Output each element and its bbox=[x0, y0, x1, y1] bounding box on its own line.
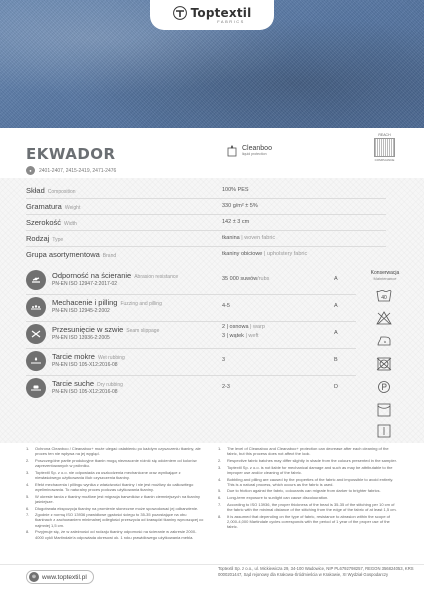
cleanboo-sub: liquid protection bbox=[242, 152, 267, 156]
note-text: Długotrwała ekspozycja tkaniny na promienie słoneczne może spowodować jej odbarwienie. bbox=[35, 505, 199, 511]
pilling-icon bbox=[26, 297, 46, 317]
resistance-name: Przesunięcie w szwie bbox=[52, 325, 124, 334]
resistance-norm: PN-EN ISO 12945-2:2002 bbox=[52, 308, 110, 314]
reach-badge bbox=[374, 133, 395, 161]
resistance-name: Mechacenie i pilling bbox=[52, 298, 118, 307]
resistance-value: 2 | osnowa bbox=[222, 324, 249, 330]
note-number: 7. bbox=[218, 501, 222, 507]
company-info: Toptextil Sp. z o.o., ul. Mickiewicza 29, 34-100 Wadowice, NIP PL6792798257, REGON 356824053, KRS 0000201447, Sąd rejonowy dla Krakowa-Śródmieścia w Krakowie, XI Wydział Gospodarczy bbox=[218, 566, 414, 577]
note-text: It is assumed that depending on the type of fabric, resistance to abrasion within the scope of 2,000-4,000 Martindale cycles corresponds with the period of 1 year of the proper use of the fabric. bbox=[227, 513, 390, 530]
spec-value-en: upholstery fabric bbox=[266, 251, 308, 257]
toptextil-logo-icon bbox=[173, 6, 187, 20]
resistance-name: Tarcie suche bbox=[52, 379, 95, 388]
resistance-divider bbox=[26, 294, 356, 295]
resistance-value: 3 bbox=[222, 357, 226, 363]
spec-label: Szerokość bbox=[26, 217, 62, 227]
spec-value: 100% PES bbox=[222, 187, 249, 193]
resistance-divider bbox=[26, 321, 356, 322]
spec-label-en: Brand bbox=[102, 252, 117, 259]
resistance-seam-slippage: Przesunięcie w szwie Seam slippage PN-EN ISO 13936-2:2005 2 | osnowa | warp 3 | wątek | weft A bbox=[26, 324, 356, 348]
wash-40-icon bbox=[376, 288, 392, 302]
note-text: Zgodnie z normą ISO 13936 prawidłowe gęstości ściegu to 35-35 pozostające na obu tkaninach z zachowaniem minimalnej odległości przeszycia od krawędzi tkaniny wynoszącej co najmniej 1,5 cm. bbox=[35, 512, 204, 528]
product-name: EKWADOR bbox=[26, 145, 116, 163]
note-number: 3. bbox=[218, 464, 222, 470]
note-number: 5. bbox=[218, 488, 222, 494]
resistance-value: 35 000 suwów bbox=[222, 276, 258, 282]
resistance-value-unit: warp bbox=[253, 324, 265, 330]
spec-type: Rodzaj Type tkanina | woven fabric bbox=[26, 233, 276, 243]
website-text: www.toptextil.pl bbox=[42, 573, 87, 581]
spec-value: 142 ± 3 cm bbox=[222, 219, 250, 225]
color-codes bbox=[26, 166, 116, 175]
resistance-value: 4-5 bbox=[222, 303, 230, 309]
spec-weight bbox=[26, 199, 406, 213]
spec-label: Rodzaj bbox=[26, 233, 50, 243]
resistance-name: Tarcie mokre bbox=[52, 352, 95, 361]
note-number: 6. bbox=[26, 505, 30, 511]
spec-brand: Grupa asortymentowa Brand tkaniny obiciowe | upholstery fabric bbox=[26, 249, 308, 259]
cleanboo-name: Cleanboo bbox=[242, 145, 272, 152]
resistance-divider bbox=[26, 348, 356, 349]
note-number: 6. bbox=[218, 495, 222, 501]
spec-value-en: woven fabric bbox=[244, 235, 276, 241]
note-text: Ochrona Cleanboo / Cleanaboo+ może ulegać osłabieniu po każdym czyszczeniu tkaniny, ale proces ten nie wpływa na jej wygląd. bbox=[35, 446, 201, 457]
flat-dry-icon bbox=[376, 424, 392, 438]
note-text: Bobbling and pilling are caused by the properties of the fabric and impossible to avoid entirely. This is a natural process, which occurs as the fabric is used. bbox=[227, 476, 394, 487]
resistance-abrasion bbox=[26, 270, 356, 294]
resistance-name: Odporność na ścieranie bbox=[52, 271, 132, 280]
note-number: 4. bbox=[26, 481, 30, 487]
note-text: According to ISO 13936, the proper thickness of the bead is 35-35 of the stitching per 10 cm of the fabric with the minimal distance of the stitching from the edge of the fabric of at least 1,5 cm. bbox=[227, 501, 397, 513]
spec-label: Skład bbox=[26, 185, 45, 195]
spec-value: tkaniny obiciowe bbox=[222, 251, 263, 257]
maintenance-title: Konserwacja bbox=[370, 270, 400, 276]
dry-rubbing-icon bbox=[26, 378, 46, 398]
spec-composition bbox=[26, 183, 406, 197]
spec-width bbox=[26, 215, 406, 229]
seam-slippage-icon bbox=[26, 324, 46, 344]
spec-label-en: Width bbox=[64, 220, 77, 227]
footer-divider bbox=[0, 564, 424, 565]
resistance-value2: 3 | wątek bbox=[222, 333, 244, 339]
note-number: 8. bbox=[26, 529, 30, 535]
note-number: 4. bbox=[218, 476, 222, 482]
note-text: Due to friction against the fabric, colourants can migrate from darker to brighter fabrics. bbox=[227, 488, 381, 494]
spec-label-en: Composition bbox=[47, 188, 76, 195]
note-number: 2. bbox=[26, 457, 30, 463]
spec-label-en: Weight bbox=[64, 204, 81, 211]
reach-label: REACH bbox=[378, 133, 391, 137]
notes-polish bbox=[26, 446, 204, 541]
note-text: W okresie tarcia z tkaniny możliwe jest migracja barwników z tkanin ciemniejszych na tkaniny jaśniejsze. bbox=[35, 493, 200, 504]
resistance-class: A bbox=[334, 276, 338, 282]
resistance-class: A bbox=[334, 330, 338, 336]
notes-english bbox=[218, 446, 398, 531]
note-text: Respective fabric batches may differ slightly in shade from the colours presented in the sampler. bbox=[227, 457, 397, 463]
note-text: Przyjmuje się, że w zależności od rodzaju tkaniny odporność na ścieranie w zakresie 2000-4000 cykli Martindale'a odpowiada okresowi ok. 1 roku prawidłowego użytkowania mebla. bbox=[35, 529, 197, 540]
resistance-name-en: Fuzzing and pilling bbox=[120, 301, 162, 307]
resistance-class: A bbox=[334, 303, 338, 309]
globe-icon: ⊕ bbox=[29, 572, 39, 582]
dry-clean-p-icon bbox=[376, 380, 392, 394]
reach-foot: COMPLIANCE bbox=[374, 158, 395, 162]
resistance-class: B bbox=[334, 357, 338, 363]
cleanboo-icon bbox=[226, 144, 238, 157]
iron-low-icon bbox=[376, 334, 392, 348]
maintenance-sub: Maintenance bbox=[373, 276, 397, 281]
resistance-pilling bbox=[26, 297, 356, 321]
spec-value: tkanina bbox=[222, 235, 240, 241]
resistance-name-en: Abrasion resistance bbox=[134, 274, 179, 280]
brand-tagline: FABRICS bbox=[217, 19, 245, 24]
spec-value: 330 g/m² ± 5% bbox=[222, 203, 258, 209]
note-number: 1. bbox=[218, 446, 222, 451]
note-number: 5. bbox=[26, 493, 30, 499]
note-text: Long-term exposure to sunlight can cause discolouration. bbox=[227, 495, 329, 501]
brand-logo bbox=[150, 0, 274, 30]
no-tumble-dry-icon bbox=[376, 357, 392, 371]
abrasion-icon bbox=[26, 270, 46, 290]
spec-label-en: Type bbox=[52, 236, 64, 243]
note-text: Toptextil Sp. z o.o. nie odpowiada za uszkodzenia mechaniczne oraz wynikające z niewłaściwego użytkowania i/lub czyszczenia tkaniny. bbox=[35, 469, 181, 481]
note-text: Poszczególne partie produkcyjne tkanin mogą nieznacznie różnić się odcieniem od kolorów zaprezentowanych w próbniku. bbox=[35, 457, 197, 469]
spec-label: Gramatura bbox=[26, 201, 62, 211]
note-text: The level of Cleanaboo and Cleanaboo+ protection can decrease after each cleaning of the fabric, but this process does not affect the look. bbox=[227, 446, 389, 457]
note-number: 3. bbox=[26, 469, 30, 475]
wet-rubbing-icon bbox=[26, 351, 46, 371]
maintenance-block bbox=[362, 270, 408, 281]
note-text: Efekt mechacenia i pillingu wynika z właściwości tkaniny i nie jest możliwy do całkowitego wyeliminowania. To naturalny proces podczas użytkowania tkaniny. bbox=[35, 481, 194, 492]
color-codes-text: 2401-2407, 2415-2419, 2471-2476 bbox=[39, 167, 117, 174]
note-number: 2. bbox=[218, 457, 222, 463]
resistance-class: D bbox=[334, 384, 338, 390]
cleanboo-badge bbox=[226, 144, 272, 157]
no-bleach-icon bbox=[376, 311, 392, 325]
note-number: 1. bbox=[26, 446, 30, 451]
spec-label: Grupa asortymentowa bbox=[26, 249, 100, 259]
resistance-name-en: Wet rubbing bbox=[97, 355, 125, 361]
resistance-name-en: Seam slippage bbox=[126, 328, 160, 334]
website-link[interactable] bbox=[26, 570, 94, 584]
resistance-norm: PN-EN ISO 105-X12:2016-08 bbox=[52, 389, 118, 395]
resistance-norm: PN-EN ISO 105-X12:2016-08 bbox=[52, 362, 118, 368]
note-text: Toptextil Sp. z o.o. is not liable for mechanical damage and such as may be attributable to the improper use and/or cleaning of the fabric. bbox=[227, 464, 393, 475]
resistance-norm: PN-EN ISO 13936-2:2005 bbox=[52, 335, 110, 341]
reach-barcode-icon bbox=[374, 138, 395, 157]
resistance-dry-rubbing bbox=[26, 378, 356, 402]
resistance-name-en: Dry rubbing bbox=[97, 382, 123, 388]
resistance-value2-en: weft bbox=[248, 333, 259, 339]
line-dry-icon bbox=[376, 403, 392, 417]
resistance-wet-rubbing bbox=[26, 351, 356, 375]
note-number: 8. bbox=[218, 513, 222, 519]
resistance-norm: PN-EN ISO 12947-2:2017-02 bbox=[52, 281, 118, 287]
resistance-value: 2-3 bbox=[222, 384, 230, 390]
resistance-value-unit: /rubs bbox=[257, 276, 270, 282]
wash-temp: 40 bbox=[381, 295, 387, 301]
resistance-divider bbox=[26, 375, 356, 376]
color-codes-icon: ● bbox=[26, 166, 35, 175]
note-number: 7. bbox=[26, 512, 30, 518]
brand-name: Toptextil bbox=[190, 6, 252, 20]
